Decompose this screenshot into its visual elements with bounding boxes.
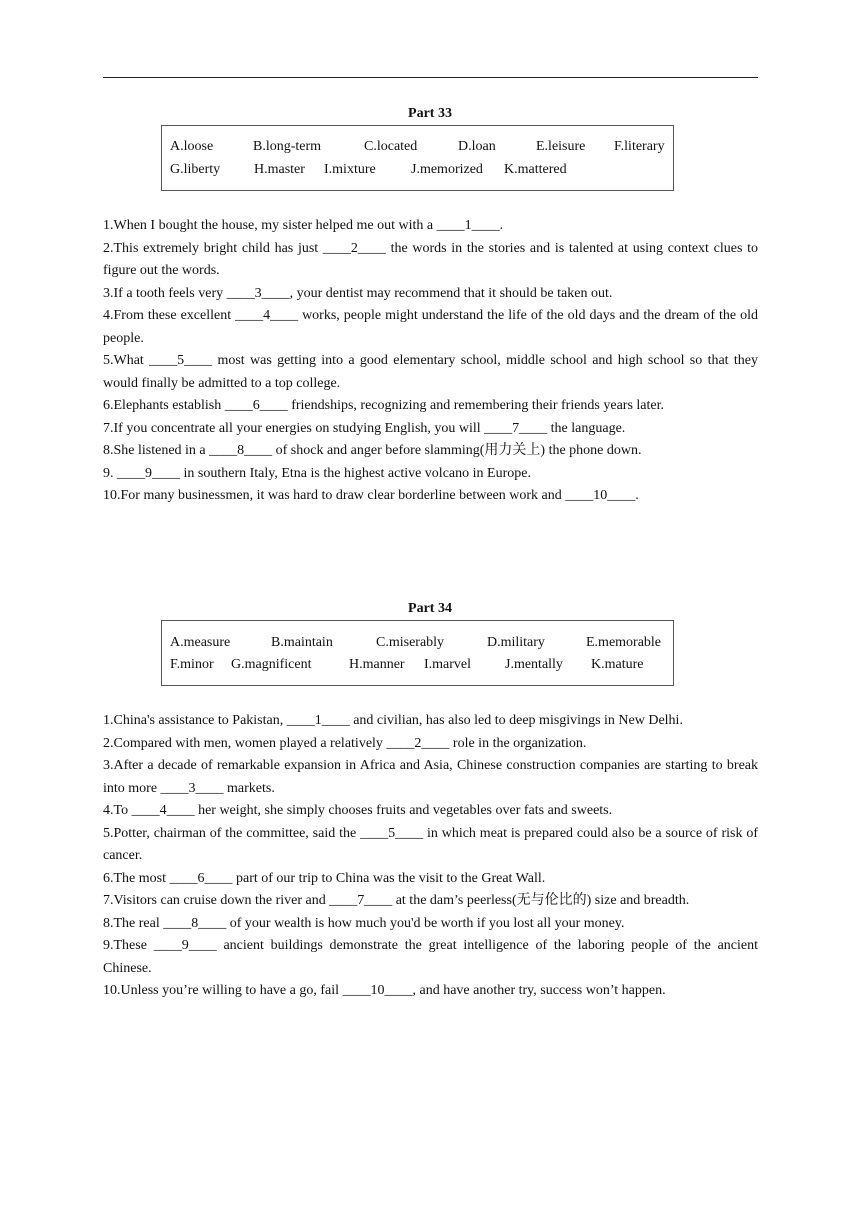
question-item: 9.These ____9____ ancient buildings demonstrate the great intelligence of the laboring people of the ancient Chinese. <box>103 938 758 976</box>
part-34-word-bank <box>161 620 674 686</box>
word-option: F.minor <box>170 657 214 672</box>
word-option: D.military <box>487 635 545 650</box>
question-item: 5.What ____5____ most was getting into a good elementary school, middle school and high school so that they would finally be admitted to a top college. <box>103 353 758 391</box>
word-option: K.mattered <box>504 162 567 177</box>
part-33-title: Part 33 <box>408 106 452 121</box>
question-item: 4.To ____4____ her weight, she simply chooses fruits and vegetables over fats and sweets. <box>103 803 613 818</box>
header-rule <box>103 77 758 78</box>
word-option: A.measure <box>170 635 231 650</box>
question-item: 5.Potter, chairman of the committee, said the ____5____ in which meat is prepared could also be a source of risk of cancer. <box>103 825 758 863</box>
word-option: G.liberty <box>170 162 221 177</box>
word-bank-row <box>170 657 667 677</box>
word-option: C.miserably <box>376 635 445 650</box>
word-option: H.manner <box>349 657 405 672</box>
word-option: E.memorable <box>586 635 662 650</box>
question-item: 1.China's assistance to Pakistan, ____1____ and civilian, has also led to deep misgivings in New Delhi. <box>103 713 683 728</box>
part-34-title: Part 34 <box>408 601 452 616</box>
part-33-questions <box>103 215 758 508</box>
word-option: F.literary <box>614 139 665 154</box>
word-option: G.magnificent <box>231 657 312 672</box>
question-item: 6.Elephants establish ____6____ friendships, recognizing and remembering their friends years later. <box>103 398 665 413</box>
question-item: 10.Unless you’re willing to have a go, fail ____10____, and have another try, success won’t happen. <box>103 983 666 998</box>
word-option: I.mixture <box>324 162 376 177</box>
word-bank-row <box>170 635 667 655</box>
question-item: 8.The real ____8____ of your wealth is how much you'd be worth if you lost all your money. <box>103 915 625 931</box>
word-bank-row <box>170 139 667 159</box>
word-option: B.maintain <box>271 635 333 650</box>
word-option: J.memorized <box>411 162 483 177</box>
question-item: 7.If you concentrate all your energies on studying English, you will ____7____ the language. <box>103 420 626 436</box>
question-item: 2.This extremely bright child has just ____2____ the words in the stories and is talented at using context clues to figure out the words. <box>103 240 758 278</box>
part-33-word-bank <box>161 125 674 191</box>
word-option: C.located <box>364 139 418 154</box>
part-34-questions <box>103 710 758 1003</box>
word-option: H.master <box>254 162 305 177</box>
question-item: 8.She listened in a ____8____ of shock and anger before slamming(用力关上) the phone down. <box>103 443 642 458</box>
question-item: 6.The most ____6____ part of our trip to China was the visit to the Great Wall. <box>103 870 546 886</box>
question-item: 1.When I bought the house, my sister helped me out with a ____1____. <box>103 218 504 233</box>
question-item: 3.After a decade of remarkable expansion in Africa and Asia, Chinese construction companies are starting to break into more ____3____ markets. <box>103 758 758 796</box>
word-bank-row <box>170 162 667 182</box>
word-option: A.loose <box>170 139 214 154</box>
word-option: D.loan <box>458 139 496 154</box>
word-option: I.marvel <box>424 657 472 672</box>
question-item: 7.Visitors can cruise down the river and ____7____ at the dam’s peerless(无与伦比的) size and breadth. <box>103 893 690 908</box>
word-option: B.long-term <box>253 139 322 154</box>
question-item: 3.If a tooth feels very ____3____, your dentist may recommend that it should be taken out. <box>103 285 613 301</box>
word-option: E.leisure <box>536 139 586 154</box>
question-item: 9. ____9____ in southern Italy, Etna is the highest active volcano in Europe. <box>103 465 531 481</box>
word-option: K.mature <box>591 657 644 672</box>
word-option: J.mentally <box>505 657 563 672</box>
question-item: 4.From these excellent ____4____ works, people might understand the life of the old days and the dream of the old people. <box>103 308 758 346</box>
question-item: 10.For many businessmen, it was hard to draw clear borderline between work and ____10____. <box>103 488 639 503</box>
question-item: 2.Compared with men, women played a relatively ____2____ role in the organization. <box>103 735 587 751</box>
